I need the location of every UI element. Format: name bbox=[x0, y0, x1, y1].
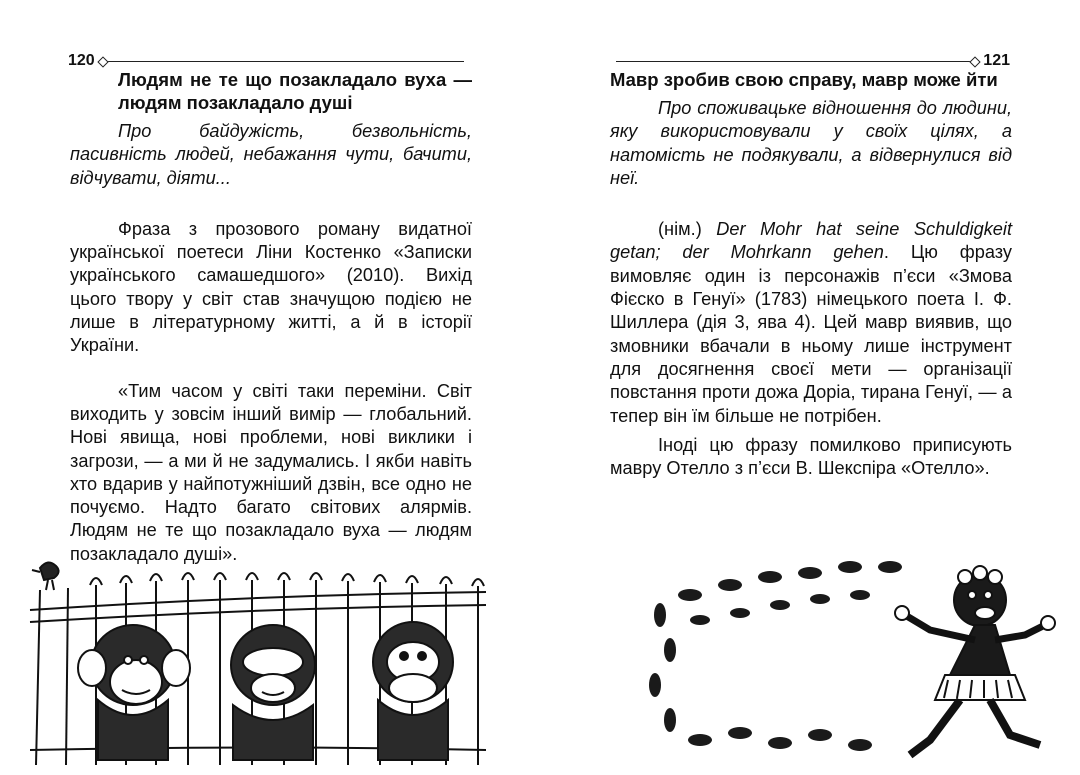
right-header-ornament-rule bbox=[616, 61, 977, 62]
left-page-number: 120 bbox=[68, 52, 95, 69]
left-entry-subtitle: Про байдужість, безвольність, пасивність людей, небажання чути, бачити, відчувати, діяти... bbox=[70, 121, 472, 188]
left-header-ornament-rule bbox=[101, 61, 464, 62]
right-page bbox=[540, 0, 1080, 775]
right-paragraph-1 bbox=[610, 218, 1012, 428]
left-page-content bbox=[70, 68, 472, 566]
right-p1-body: . Цю фразу вимовляє один із персонажів п’єси «Змова Фієско в Генуї» (1783) німецького поета І. Ф. Шиллера (дія 3, ява 4). Цей мавр виявив, що змовники вбачали в ньому лише інструмент для досягнення своєї мети — організації повстання проти дожа Доріа, тирана Генуї, — а тепер він їм більше не потрібен. bbox=[610, 242, 1012, 426]
left-paragraph-1: Фраза з прозового роману видатної української поетеси Ліни Костенко «Записки українського самашедшого» (2010). Вихід цього твору у світ став значущою подією не лише в літературному житті, а й в історії України. bbox=[70, 218, 472, 356]
walking-moor-illustration bbox=[630, 555, 1070, 770]
right-page-number: 121 bbox=[983, 52, 1010, 69]
left-entry-title: Людям не те що позакладало вуха — людям позакладало душі bbox=[118, 69, 472, 113]
right-p1-german-quote: Der Mohr hat seine Schuldigkeit getan; der Mohrkann gehen bbox=[610, 219, 1012, 263]
right-entry-subtitle: Про споживацьке відношення до людини, яку використовували у своїх цілях, а натомість не подякували, а відвернулися від неї. bbox=[610, 98, 1012, 188]
right-paragraph-2: Іноді цю фразу помилково приписують мавру Отелло з п’єси В. Шекспіра «Отелло». bbox=[610, 434, 1012, 479]
three-monkeys-drawing bbox=[18, 550, 488, 772]
right-entry-title: Мавр зробив свою справу, мавр може йти bbox=[610, 69, 998, 90]
three-monkeys-illustration bbox=[18, 550, 488, 772]
right-p1-language: (нім.) bbox=[658, 219, 717, 240]
walking-moor-drawing bbox=[630, 555, 1070, 770]
left-paragraph-2: «Тим часом у світі таки переміни. Світ виходить у зовсім інший вимір — глобальний. Нові явища, нові проблеми, нові виклики і загрози, — а ми й не задумались. І якби навіть хто вдарив у найпотужніший дзвін, все одно не почуємо. Надто багато світових алярмів. Людям не те що позакладало вуха — людям позакладало душі». bbox=[70, 380, 472, 564]
right-page-content bbox=[610, 68, 1012, 480]
